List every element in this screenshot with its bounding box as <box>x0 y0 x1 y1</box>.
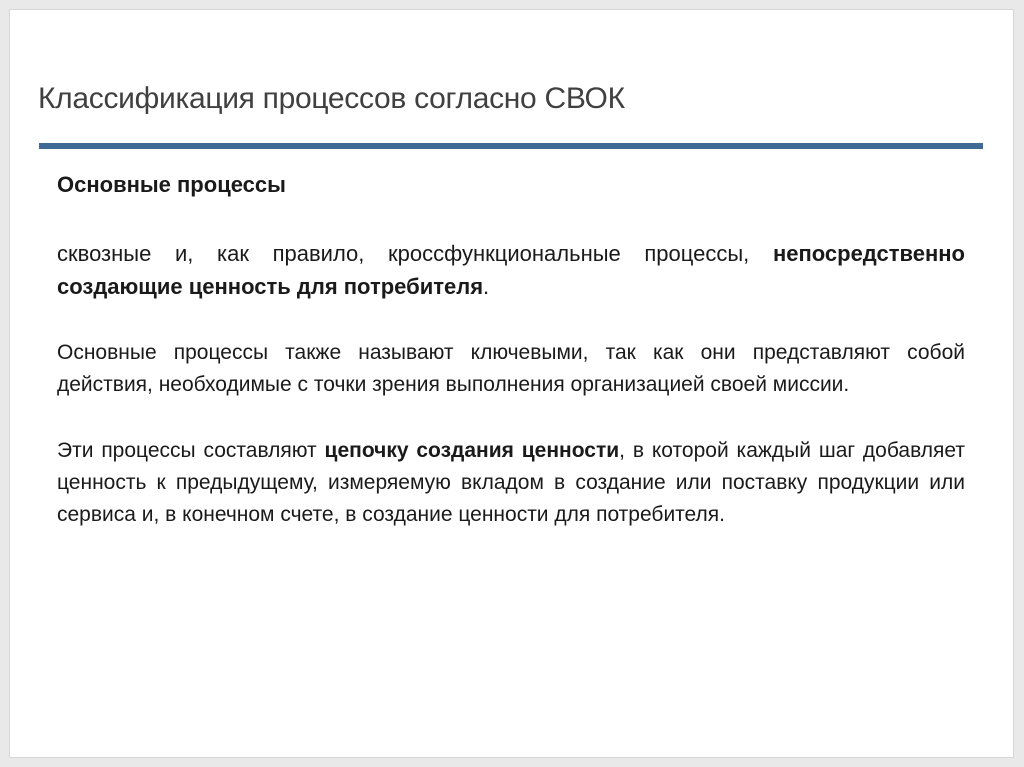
slide <box>9 9 1014 758</box>
value-chain-text: Эти процессы составляют <box>57 439 317 462</box>
slide-title: Классификация процессов согласно СВОК <box>38 82 625 115</box>
value-chain-paragraph <box>57 435 965 531</box>
value-chain-bold-text: цепочку создания ценности <box>324 439 620 462</box>
title-underline <box>39 143 983 149</box>
definition-paragraph <box>57 237 965 303</box>
value-chain-text-end: , в которой каждый шаг добавляет ценность к предыдущему, измеряемую вкладом в создание или поставку продукции или сервиса и, в конечном счете, в создание ценности для потребителя. <box>57 439 965 526</box>
definition-text-end: . <box>483 274 490 299</box>
slide-content <box>57 168 965 531</box>
definition-text: сквозные и, как правило, кроссфункциональные процессы, <box>57 241 750 266</box>
definition-bold-text: непосредственно создающие ценность для потребителя <box>57 241 965 299</box>
section-heading: Основные процессы <box>57 172 286 197</box>
key-processes-paragraph: Основные процессы также называют ключевыми, так как они представляют собой действия, необходимые с точки зрения выполнения организацией своей миссии. <box>57 341 965 396</box>
